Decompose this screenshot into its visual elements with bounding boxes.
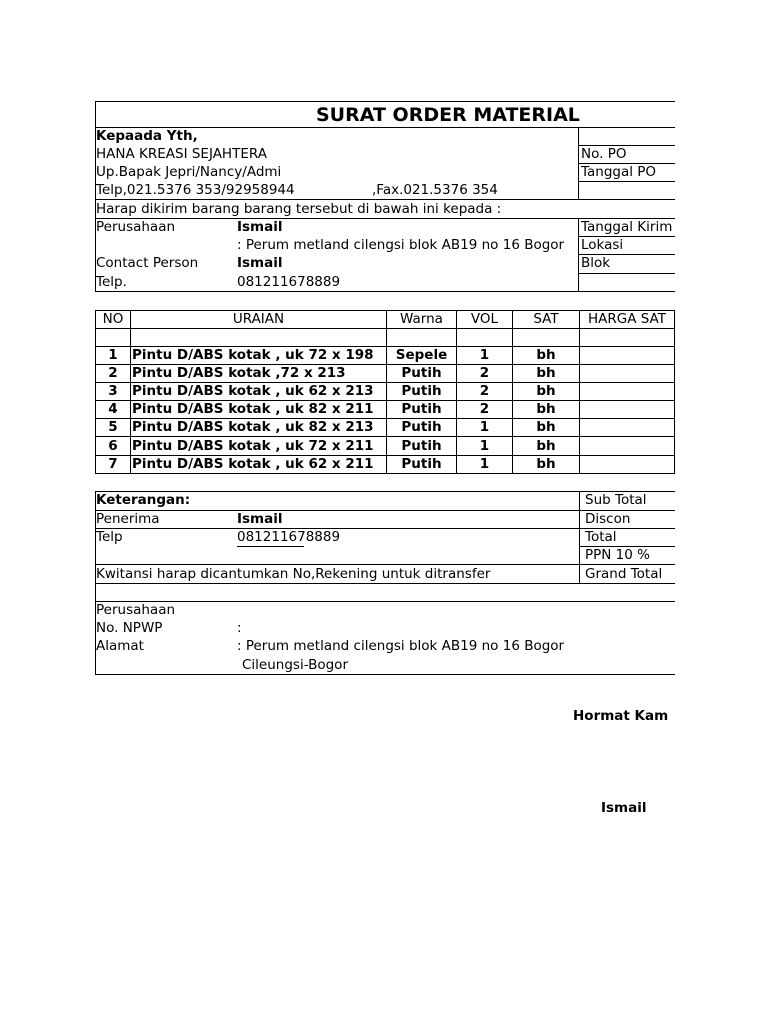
telp-underline [237,546,304,547]
cell-no: 5 [108,419,118,435]
cell-vol: 2 [479,383,490,399]
cell-uraian: Pintu D/ABS kotak , uk 72 x 198 [132,347,374,363]
cell-warna: Putih [401,401,442,417]
cell-vol: 1 [479,438,490,454]
lokasi-label: Lokasi [581,237,624,253]
cell-no: 1 [108,347,118,363]
header-no: NO [102,311,124,327]
no-po-label: No. PO [581,146,627,162]
cell-uraian: Pintu D/ABS kotak ,72 x 213 [132,365,346,381]
cell-sat: bh [536,419,556,435]
notes-telp-label: Telp [96,529,123,545]
cell-vol: 1 [479,347,490,363]
cell-no: 6 [108,438,118,454]
col-line [674,310,675,473]
delivery-company-label: Perusahaan [96,219,176,235]
npwp-value: : [237,620,242,636]
cell-warna: Putih [401,419,442,435]
recipient-fax: ,Fax.021.5376 354 [372,182,498,198]
contact-person-label: Contact Person [96,255,199,271]
cell-warna: Putih [401,456,442,472]
recipient-attention: Up.Bapak Jepri/Nancy/Admi [96,164,282,180]
header-vol: VOL [470,311,499,327]
delivery-address: : Perum metland cilengsi blok AB19 no 16 Bogor [237,237,565,253]
billing-bottom-border [95,674,675,675]
kwitansi-note: Kwitansi harap dicantumkan No,Rekening untuk ditransfer [96,566,491,582]
cell-vol: 2 [479,401,490,417]
header-sat: SAT [533,311,559,327]
delivery-telp-label: Telp. [96,274,127,290]
recipient-company: HANA KREASI SEJAHTERA [96,146,267,162]
cell-sat: bh [536,383,556,399]
blok-label: Blok [581,255,611,271]
totals-column-divider [579,491,580,583]
recipient-phone: Telp,021.5376 353/92958944 [96,182,295,198]
tanggal-kirim-label: Tanggal Kirim [581,219,673,235]
penerima-label: Penerima [96,511,160,527]
cell-no: 3 [108,383,118,399]
ppn-label: PPN 10 % [585,547,650,563]
alamat-line-2: Cileungsi-Bogor [242,657,348,673]
grand-total-label: Grand Total [585,566,663,582]
cell-vol: 2 [479,365,490,381]
instruction-text: Harap dikirim barang barang tersebut di bawah ini kepada : [96,201,502,217]
table-bottom-border [95,473,675,474]
delivery-divider [95,291,675,292]
cell-warna: Putih [401,365,442,381]
border-top [95,101,675,102]
col-line [579,310,580,473]
cell-uraian: Pintu D/ABS kotak , uk 72 x 211 [132,438,374,454]
alamat-value: : Perum metland cilengsi blok AB19 no 16 Bogor [237,638,565,654]
cell-warna: Putih [401,383,442,399]
col-line [130,310,131,473]
closing-text: Hormat Kam [573,708,669,724]
po-line-3 [578,181,675,182]
notes-telp-value: 081211678889 [237,529,341,545]
cell-warna: Sepele [395,347,448,363]
discon-label: Discon [585,511,631,527]
delivery-line-3 [578,273,675,274]
cell-sat: bh [536,347,556,363]
header-harga-sat: HARGA SAT [587,311,666,327]
cell-sat: bh [536,438,556,454]
delivery-company-value: Ismail [237,219,283,235]
keterangan-label: Keterangan: [96,492,191,508]
billing-top-border [95,601,675,602]
alamat-label: Alamat [96,638,144,654]
tanggal-po-label: Tanggal PO [581,164,657,180]
header-warna: Warna [400,311,443,327]
cell-warna: Putih [401,438,442,454]
cell-no: 7 [108,456,118,472]
cell-sat: bh [536,456,556,472]
billing-company-label: Perusahaan [96,602,176,618]
cell-sat: bh [536,401,556,417]
cell-uraian: Pintu D/ABS kotak , uk 82 x 213 [132,419,374,435]
cell-vol: 1 [479,456,490,472]
table-header-bottom [95,328,675,329]
page-title: SURAT ORDER MATERIAL [316,104,580,126]
recipient-greeting: Kepaada Yth, [96,128,198,144]
delivery-telp-value: 081211678889 [237,274,341,290]
cell-uraian: Pintu D/ABS kotak , uk 62 x 213 [132,383,374,399]
signatory-name: Ismail [601,800,647,816]
cell-uraian: Pintu D/ABS kotak , uk 62 x 211 [132,456,374,472]
penerima-value: Ismail [237,511,283,527]
sub-total-label: Sub Total [585,492,647,508]
contact-person-value: Ismail [237,255,283,271]
cell-no: 4 [108,401,118,417]
npwp-label: No. NPWP [96,620,163,636]
header-uraian: URAIAN [232,311,285,327]
cell-vol: 1 [479,419,490,435]
cell-no: 2 [108,365,118,381]
delivery-column-divider [578,218,579,292]
total-label: Total [585,529,617,545]
cell-sat: bh [536,365,556,381]
notes-line [95,583,675,584]
cell-uraian: Pintu D/ABS kotak , uk 82 x 211 [132,401,374,417]
